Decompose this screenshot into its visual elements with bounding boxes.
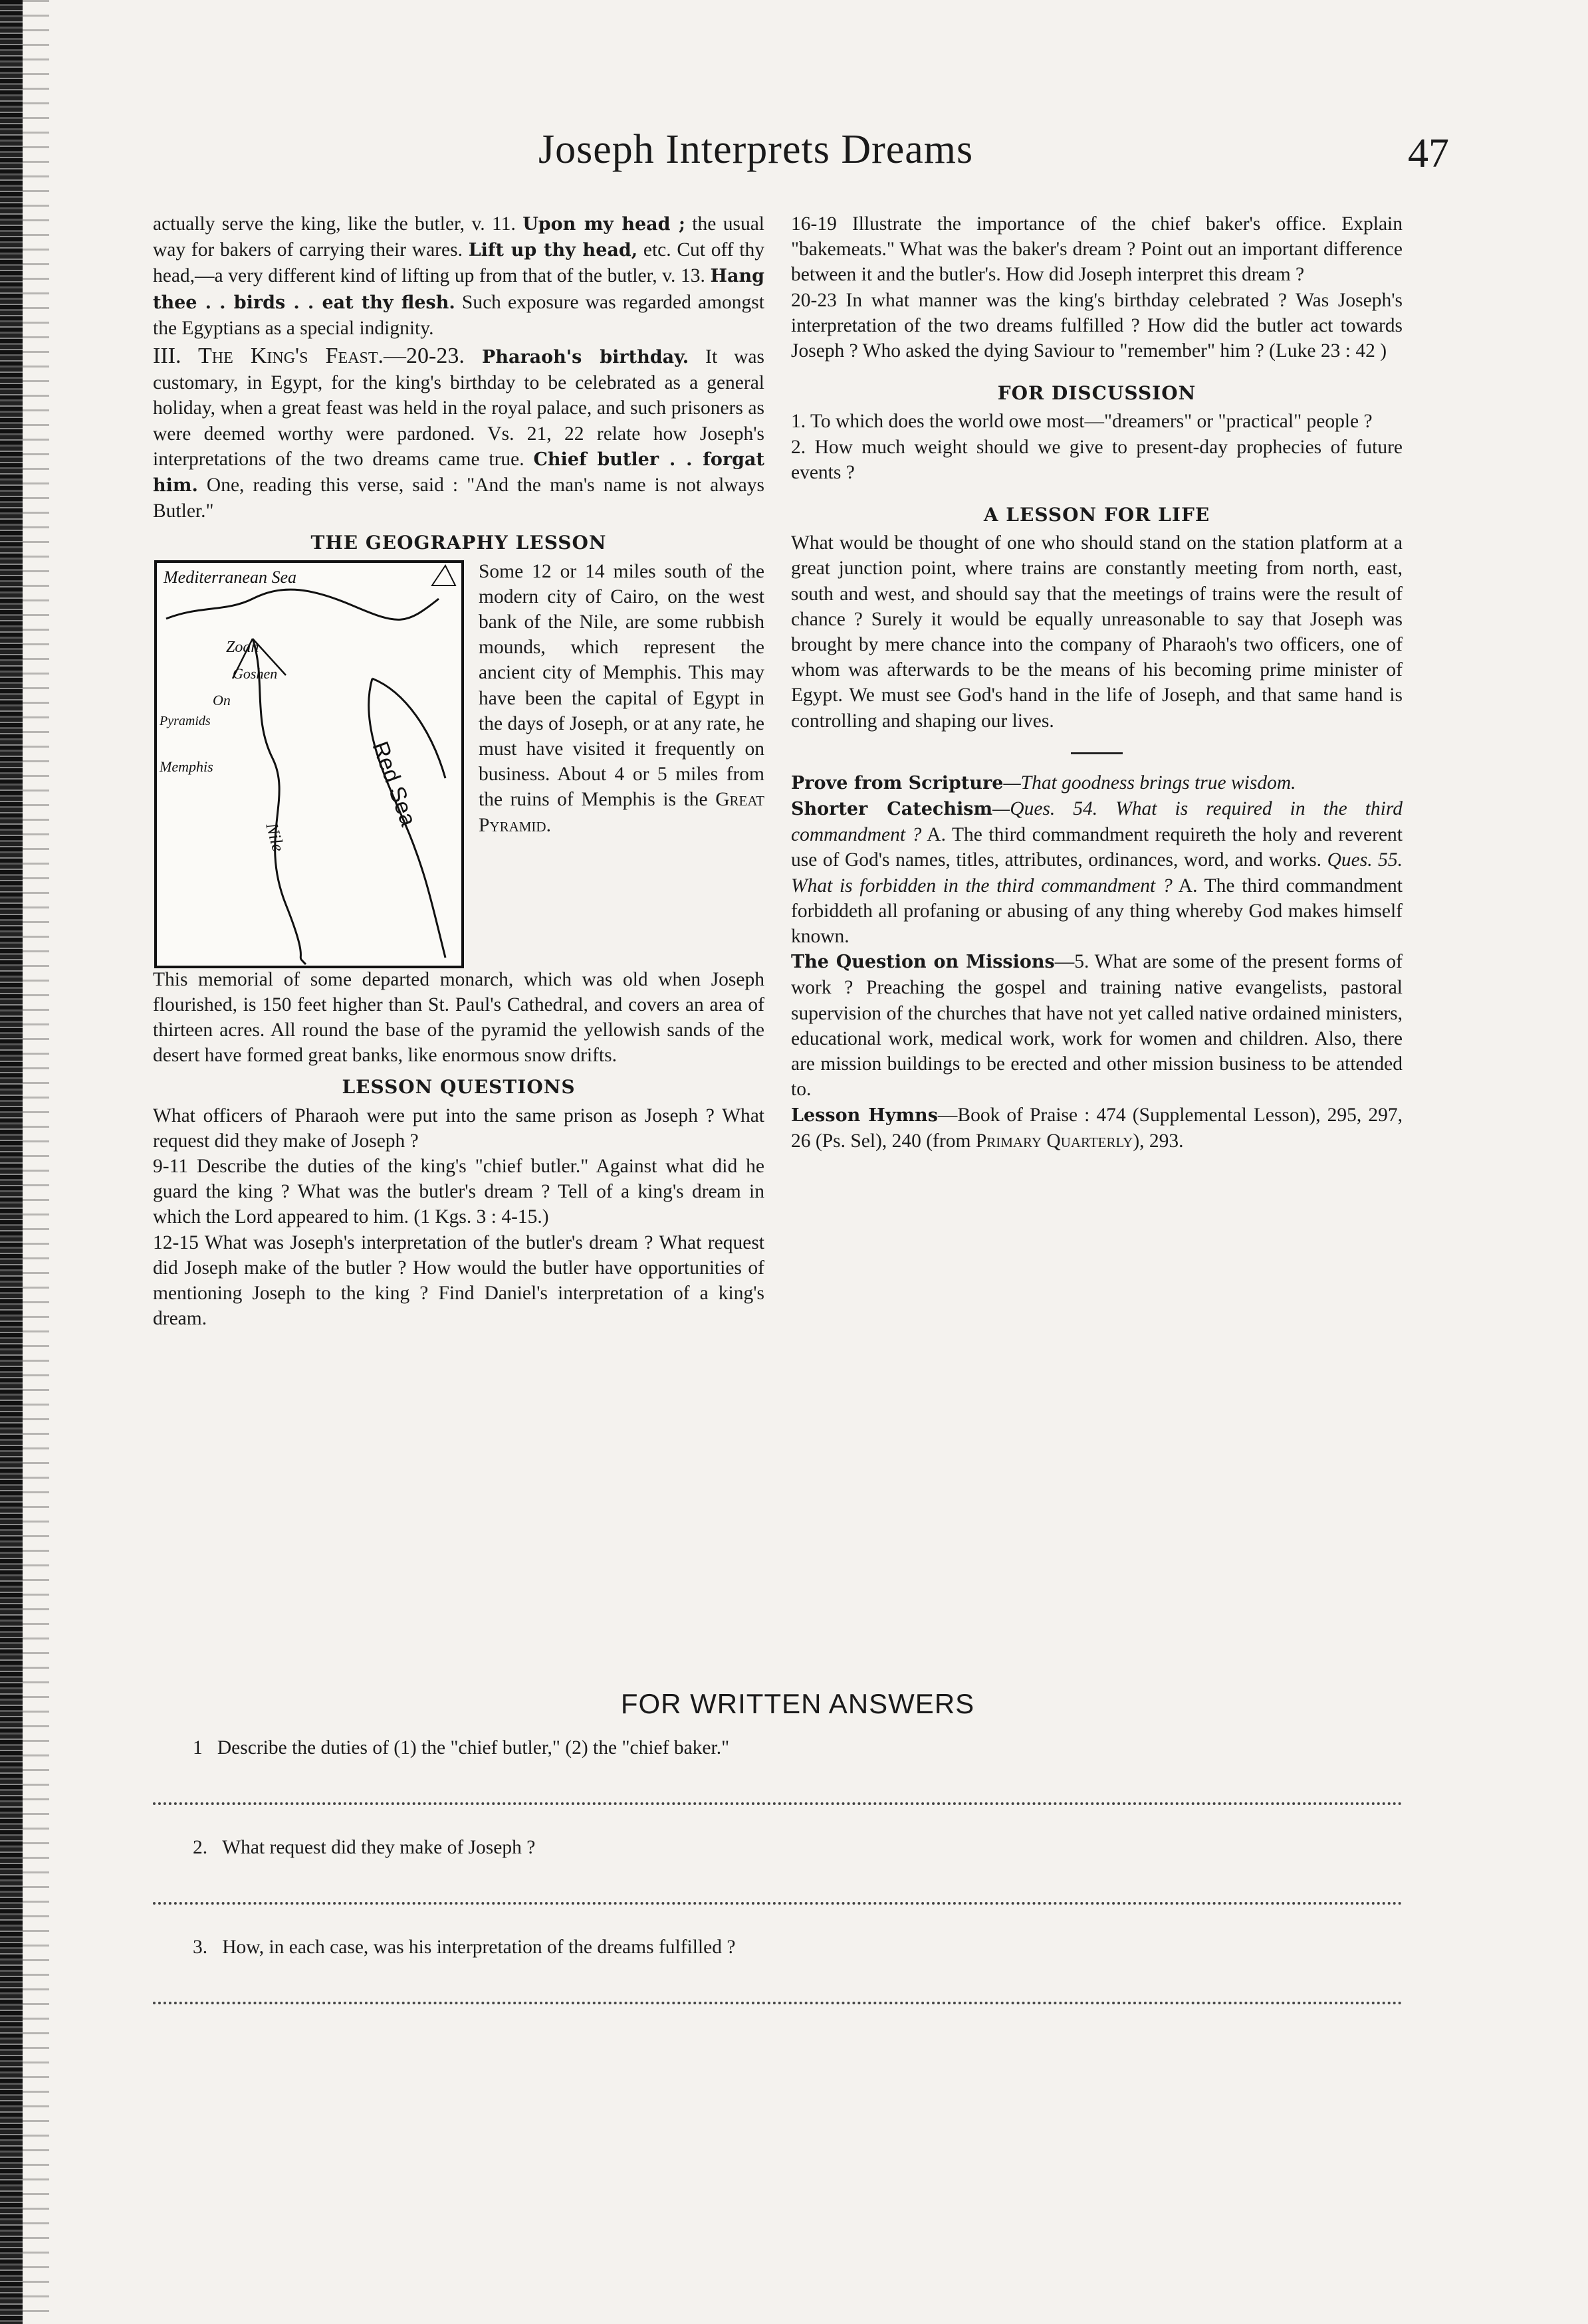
lesson-hymns: Lesson Hymns—Book of Praise : 474 (Supplemental Lesson), 295, 297, 26 (Ps. Sel), 240 (from Primary Quarterly), 293. bbox=[791, 1104, 1403, 1152]
written-question: 3. How, in each case, was his interpretation of the dreams fulfilled ? bbox=[193, 1937, 736, 1958]
map-label-pyramids: Pyramids bbox=[160, 713, 211, 728]
lesson-question: 20-23 In what manner was the king's birthday celebrated ? Was Joseph's interpretation of the two dreams fulfilled ? How did the butler act towards Joseph ? Who asked the dying Saviour to "remember" him ? (Luke 23 : 42 ) bbox=[791, 289, 1403, 362]
map-label-memphis: Memphis bbox=[160, 758, 213, 775]
map-label-nile: Nile bbox=[262, 820, 288, 854]
geography-heading: THE GEOGRAPHY LESSON bbox=[310, 532, 607, 554]
section-kings-feast: III. The King's Feast.—20-23. Pharaoh's birthday. It was customary, in Egypt, for the king's birthday to be celebrated as a general holiday, when a great feast was held in the royal palace, and such prisoners as were deemed worthy were pardoned. Vs. 21, 22 relate how Joseph's interpretations of the two dreams came true. Chief butler . . forgat him. One, reading this verse, said : "And the man's name is not always Butler." bbox=[153, 344, 765, 522]
left-column bbox=[153, 211, 764, 1331]
answer-line[interactable] bbox=[153, 1776, 1403, 1805]
written-answers-section bbox=[153, 1688, 1442, 2036]
map-label-goshen: Goshen bbox=[233, 665, 278, 682]
map-label-zoan: Zoan bbox=[226, 638, 259, 656]
question-on-missions: The Question on Missions—5. What are some of the present forms of work ? Preaching the gospel and training native evangelists, pastoral supervision of the churches that have not yet called native ordained ministers, educational work, medical work, work for women and children. Also, there are mission buildings to be erected and other mission business to be attended to. bbox=[791, 951, 1403, 1101]
page-header bbox=[153, 126, 1449, 186]
map-label-on: On bbox=[213, 691, 231, 708]
discussion-heading: FOR DISCUSSION bbox=[997, 382, 1196, 405]
intro-paragraph: actually serve the king, like the butler, v. 11. Upon my head ; the usual way for bakers of carrying their wares. Lift up thy head, etc. Cut off thy head,—a very different kind of lifting up from that of the butler, v. 13. Hang thee . . birds . . eat thy flesh. Such exposure was regarded amongst the Egyptians as a special indignity. bbox=[153, 213, 765, 339]
lesson-for-life-text: What would be thought of one who should stand on the station platform at a great junction point, where trains are constantly meeting from north, east, south and west, and should say that the meetings of trains were the result of chance ? Surely it would be equally unreasonable to say that Joseph was brought by mere chance into the company of Pharaoh's two officers, one of whom was afterwards to be the means of his becoming prime minister of Egypt. We must see God's hand in the life of Joseph, and that same hand is controlling and shaping our lives. bbox=[791, 532, 1403, 732]
written-question: 1 Describe the duties of (1) the "chief butler," (2) the "chief baker." bbox=[193, 1737, 730, 1758]
page-number: 47 bbox=[1408, 131, 1449, 176]
lesson-question: What officers of Pharaoh were put into the same prison as Joseph ? What request did they make of Joseph ? bbox=[153, 1105, 764, 1152]
discussion-item: 1. To which does the world owe most—"dreamers" or "practical" people ? bbox=[791, 411, 1373, 433]
lesson-questions-heading: LESSON QUESTIONS bbox=[342, 1076, 576, 1099]
book-spine-shadow bbox=[0, 0, 23, 2324]
right-column bbox=[791, 211, 1403, 1154]
lesson-question: 12-15 What was Joseph's interpretation of the butler's dream ? What request did Joseph make of the butler ? How would the butler have opportunities of mentioning Joseph to the king ? Find Daniel's interpretation of a king's dream. bbox=[153, 1231, 764, 1330]
lesson-for-life-heading: A LESSON FOR LIFE bbox=[983, 504, 1210, 526]
divider bbox=[1071, 752, 1123, 754]
written-answers-heading: FOR WRITTEN ANSWERS bbox=[620, 1688, 975, 1719]
book-spine-edge bbox=[23, 0, 49, 2324]
written-question: 2. What request did they make of Joseph ? bbox=[193, 1837, 536, 1858]
answer-line[interactable] bbox=[153, 1875, 1403, 1905]
running-title: Joseph Interprets Dreams bbox=[538, 127, 974, 172]
answer-line[interactable] bbox=[153, 1975, 1403, 2004]
geography-lesson bbox=[153, 559, 764, 971]
shorter-catechism: Shorter Catechism—Ques. 54. What is required in the third commandment ? A. The third commandment requireth the holy and reverent use of God's names, titles, attributes, ordinances, word, and works. Ques. 55. What is forbidden in the third commandment ? A. The third commandment forbiddeth all profaning or abusing of any thing whereby God makes himself known. bbox=[791, 798, 1403, 948]
discussion-item: 2. How much weight should we give to present-day prophecies of future events ? bbox=[791, 436, 1403, 483]
map-label-sea: Mediterranean Sea bbox=[164, 567, 297, 587]
lesson-question: 16-19 Illustrate the importance of the chief baker's office. Explain "bakemeats." What was the baker's dream ? Point out an important difference between it and the butler's. How did Joseph interpret this dream ? bbox=[791, 213, 1403, 286]
prove-from-scripture: Prove from Scripture—That goodness brings true wisdom. bbox=[791, 772, 1296, 793]
geography-text-continued: This memorial of some departed monarch, which was old when Joseph flourished, is 150 feet higher than St. Paul's Cathedral, and covers an area of thirteen acres. All round the base of the pyramid the yellowish sands of the desert have formed great banks, like enormous snow drifts. bbox=[153, 968, 764, 1067]
lesson-question: 9-11 Describe the duties of the king's "chief butler." Against what did he guard the king ? What was the butler's dream ? Tell of a king's dream in which the Lord appeared to him. (1 Kgs. 3 : 4-15.) bbox=[153, 1156, 764, 1228]
map-label-red-sea: Red Sea bbox=[367, 738, 421, 829]
egypt-sketch-map bbox=[153, 559, 465, 970]
geography-text: Some 12 or 14 miles south of the modern city of Cairo, on the west bank of the Nile, are some rubbish mounds, which represent the ancient city of Memphis. This may have been the capital of Egypt in the days of Joseph, or at any rate, he must have visited it frequently on business. About 4 or 5 miles from the ruins of Memphis is the Great Pyramid. bbox=[479, 560, 764, 836]
